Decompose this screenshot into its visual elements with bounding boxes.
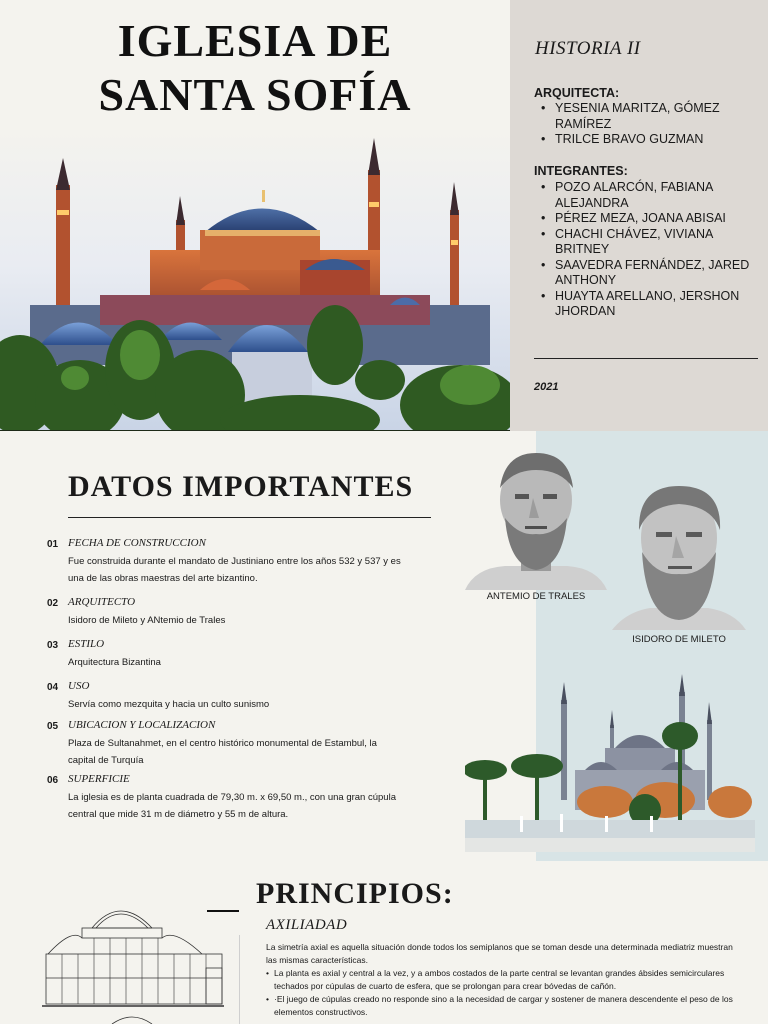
dato-number: 01	[47, 539, 59, 550]
dato-label: ESTILO	[68, 638, 105, 650]
dato-label: ARQUITECTO	[68, 596, 136, 608]
dato-text: La iglesia es de planta cuadrada de 79,30 m. x 69,50 m., con una gran cúpula central que mide 31 m de diámetro y 55 m de altura.	[68, 792, 396, 820]
dato-label: UBICACION Y LOCALIZACION	[68, 719, 216, 731]
isidoro-caption: ISIDORO DE MILETO	[632, 634, 726, 645]
isidoro-bust-image	[612, 480, 746, 630]
dato-label: FECHA DE CONSTRUCCION	[68, 537, 206, 549]
page-title	[0, 14, 510, 122]
cross-section-drawing	[42, 898, 224, 1024]
list-item: • POZO ALARCÓN, FABIANA ALEJANDRA	[534, 180, 759, 211]
section-title-principios: PRINCIPIOS:	[256, 877, 454, 910]
list-item: • PÉREZ MEZA, JOANA ABISAI	[534, 211, 759, 227]
architect-heading: ARQUITECTA:	[534, 86, 620, 100]
principle-intro: La simetría axial es aquella situación donde todos los semiplanos que se toman desde una determinada mediatriz muestran las mismas características.	[266, 942, 733, 965]
principle-list	[266, 967, 736, 1019]
antemio-bust-image	[465, 448, 607, 590]
dato-label: USO	[68, 680, 90, 692]
architect-list	[534, 101, 759, 148]
dato-text: Plaza de Sultanahmet, en el centro histórico monumental de Estambul, la capital de Turquía	[68, 738, 377, 766]
list-item: • CHACHI CHÁVEZ, VIVIANA BRITNEY	[534, 227, 759, 258]
title-line-1: IGLESIA DE	[117, 15, 393, 66]
mosque-photo	[465, 670, 755, 852]
members-heading: INTEGRANTES:	[534, 164, 628, 178]
info-panel	[510, 0, 768, 431]
dato-number: 03	[47, 640, 59, 651]
dato-number: 06	[47, 775, 59, 786]
dato-number: 02	[47, 598, 59, 609]
members-list	[534, 180, 759, 320]
section-title-datos: DATOS IMPORTANTES	[68, 470, 414, 503]
list-item: • YESENIA MARITZA, GÓMEZ RAMÍREZ	[534, 101, 759, 132]
divider	[534, 358, 758, 359]
course-name: HISTORIA II	[535, 38, 641, 59]
list-item: • ·El juego de cúpulas creado no responde sino a la necesidad de cargar y sostener de manera descendente el peso de los elementos constructivos.	[266, 993, 736, 1018]
dato-text: Isidoro de Mileto y ANtemio de Trales	[68, 615, 226, 626]
list-item: • TRILCE BRAVO GUZMAN	[534, 132, 759, 148]
hagia-sophia-photo	[0, 130, 510, 431]
list-item: • La planta es axial y central a la vez, y a ambos costados de la parte central se levantan grandes ábsides semicirculares techados por cúpulas de cuarto de esfera, que se prolongan para crear bóvedas de cañón.	[266, 967, 736, 992]
divider	[239, 935, 240, 1024]
antemio-caption: ANTEMIO DE TRALES	[486, 591, 586, 602]
list-item: • HUAYTA ARELLANO, JERSHON JHORDAN	[534, 289, 759, 320]
dato-text: Arquitectura Bizantina	[68, 657, 161, 668]
dato-number: 05	[47, 721, 59, 732]
dato-number: 04	[47, 682, 59, 693]
title-line-2: SANTA SOFÍA	[98, 69, 412, 120]
dato-text: Servía como mezquita y hacia un culto sunismo	[68, 699, 270, 710]
dato-text: Fue construida durante el mandato de Justiniano entre los años 532 y 537 y es una de las obras maestras del arte bizantino.	[68, 556, 401, 584]
list-item: • SAAVEDRA FERNÁNDEZ, JARED ANTHONY	[534, 258, 759, 289]
principle-subtitle: AXILIADAD	[266, 917, 348, 933]
divider	[68, 517, 431, 518]
dato-label: SUPERFICIE	[68, 773, 130, 785]
year: 2021	[534, 381, 559, 393]
